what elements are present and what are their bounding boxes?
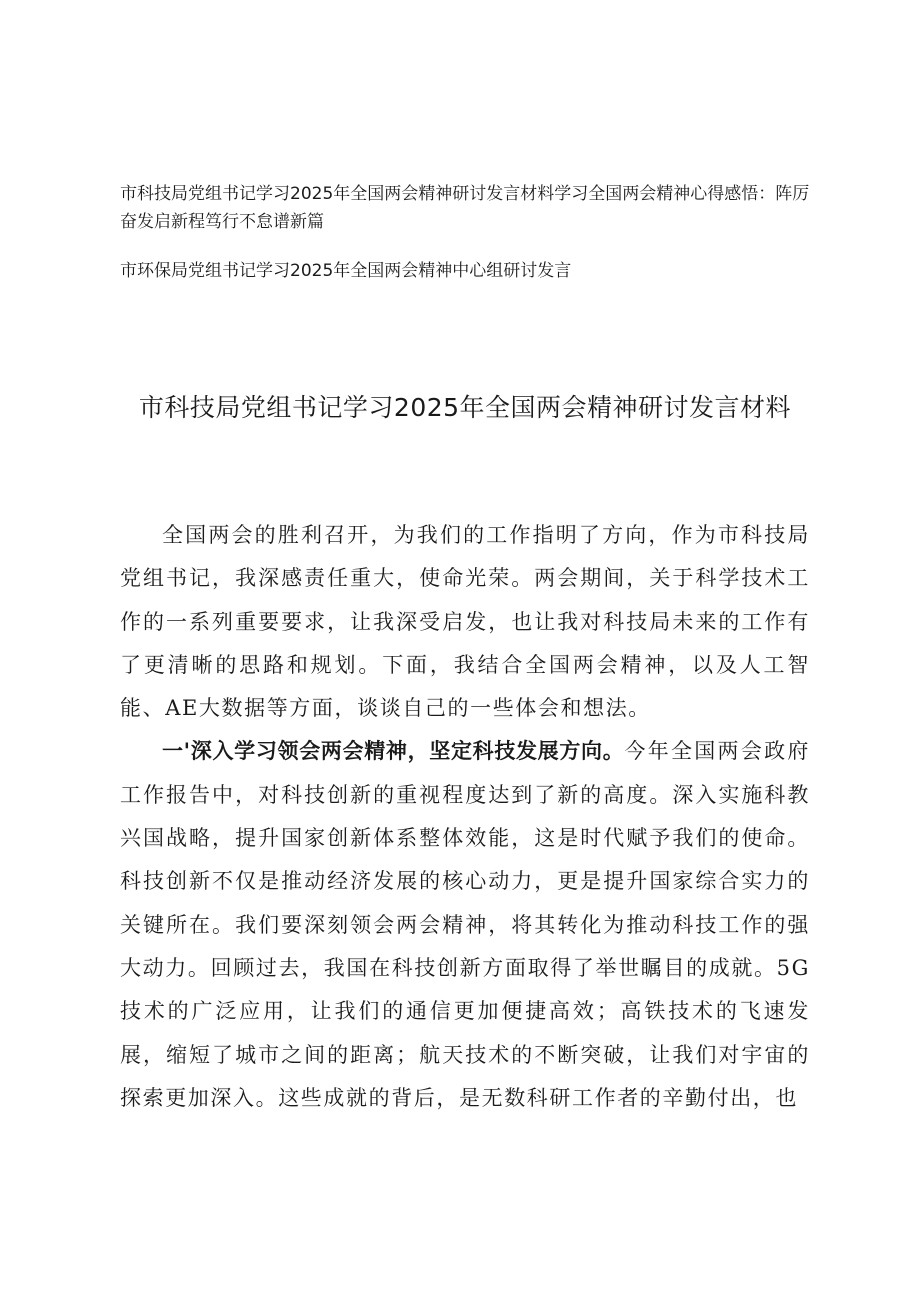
related-article-link-1[interactable]: 市科技局党组书记学习2025年全国两会精神研讨发言材料学习全国两会精神心得感悟：阵厉奋发启新程笃行不怠谱新篇 bbox=[120, 184, 810, 232]
section-1-paragraph bbox=[120, 730, 810, 1120]
document-body bbox=[120, 514, 810, 1120]
document-title: 市科技局党组书记学习2025年全国两会精神研讨发言材料 bbox=[138, 393, 792, 422]
related-articles-list bbox=[120, 180, 810, 306]
section-1-text: 今年全国两会政府工作报告中，对科技创新的重视程度达到了新的高度。深入实施科教兴国战略，提升国家创新体系整体效能，这是时代赋予我们的使命。科技创新不仅是推动经济发展的核心动力，更是提升国家综合实力的关键所在。我们要深刻领会两会精神，将其转化为推动科技工作的强大动力。回顾过去，我国在科技创新方面取得了举世瞩目的成就。5G技术的广泛应用，让我们的通信更加便捷高效；高铁技术的飞速发展，缩短了城市之间的距离；航天技术的不断突破，让我们对宇宙的探索更加深入。这些成就的背后，是无数科研工作者的辛勤付出，也 bbox=[120, 739, 810, 1110]
intro-paragraph: 全国两会的胜利召开，为我们的工作指明了方向，作为市科技局党组书记，我深感责任重大，使命光荣。两会期间，关于科学技术工作的一系列重要要求，让我深受启发，也让我对科技局未来的工作有了更清晰的思路和规划。下面，我结合全国两会精神，以及人工智能、AE大数据等方面，谈谈自己的一些体会和想法。 bbox=[120, 523, 810, 721]
section-1-heading: 一'深入学习领会两会精神，坚定科技发展方向。 bbox=[162, 739, 625, 764]
related-article-link-2[interactable]: 市环保局党组书记学习2025年全国两会精神中心组研讨发言 bbox=[120, 261, 572, 281]
